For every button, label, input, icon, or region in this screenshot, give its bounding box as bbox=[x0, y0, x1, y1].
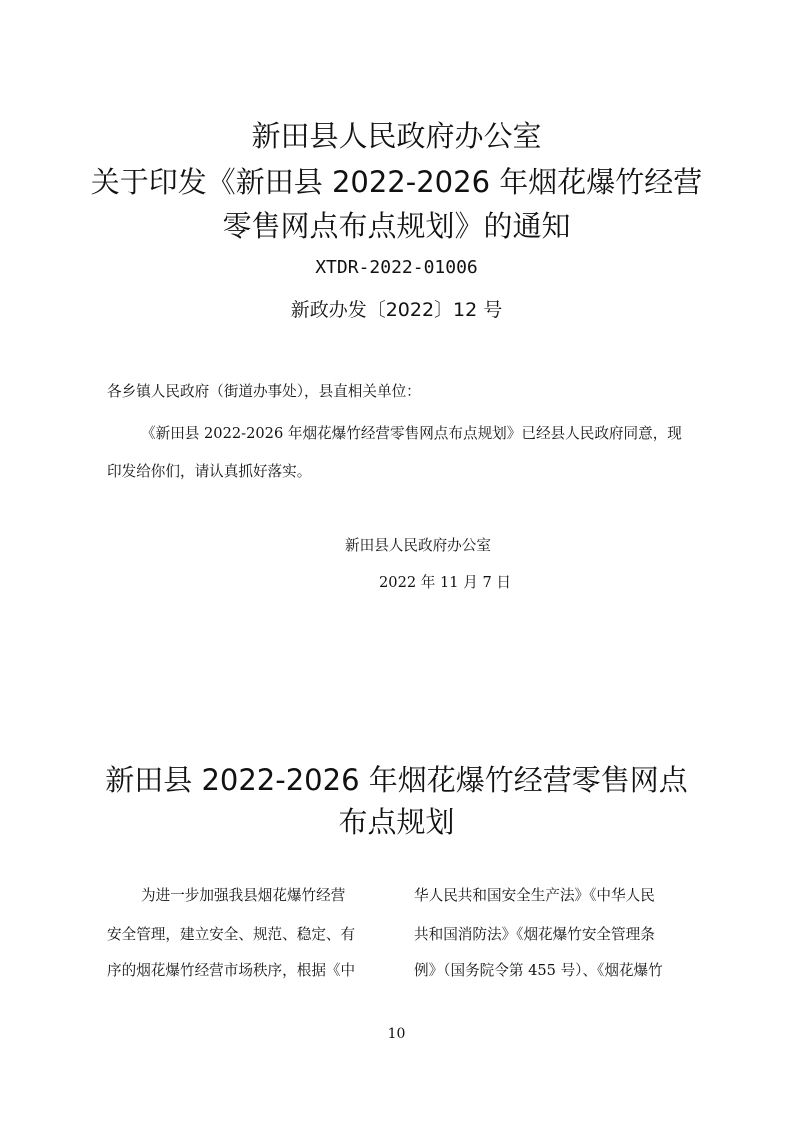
addressee: 各乡镇人民政府（街道办事处），县直相关单位： bbox=[107, 383, 421, 400]
right-column-line-2: 共和国消防法》《烟花爆竹安全管理条 bbox=[414, 926, 655, 943]
notice-title-line-1: 新田县人民政府办公室 bbox=[251, 119, 542, 153]
left-column-line-2: 安全管理，建立安全、规范、稳定、有 bbox=[107, 926, 356, 943]
body-line-2: 印发给你们，请认真抓好落实。 bbox=[107, 463, 312, 480]
right-column-line-1: 华人民共和国安全生产法》《中华人民 bbox=[414, 887, 655, 904]
issuer: 新田县人民政府办公室 bbox=[345, 537, 491, 554]
notice-title-line-2: 关于印发《新田县 2022-2026 年烟花爆竹经营 bbox=[90, 165, 703, 199]
body-line-1: 《新田县 2022-2026 年烟花爆竹经营零售网点布点规划》已经县人民政府同意，现 bbox=[141, 425, 682, 442]
page-number: 10 bbox=[387, 1026, 406, 1042]
issue-date: 2022 年 11 月 7 日 bbox=[379, 574, 511, 591]
document-id: XTDR-2022-01006 bbox=[315, 257, 478, 278]
right-column-line-3: 例》（国务院令第 455 号）、《烟花爆竹 bbox=[414, 962, 663, 979]
notice-title-line-3: 零售网点布点规划》的通知 bbox=[222, 209, 571, 243]
plan-title-line-1: 新田县 2022-2026 年烟花爆竹经营零售网点 bbox=[105, 763, 688, 797]
left-column-line-1: 为进一步加强我县烟花爆竹经营 bbox=[141, 887, 346, 904]
document-number: 新政办发〔2022〕12 号 bbox=[290, 299, 503, 321]
plan-title-line-2: 布点规划 bbox=[338, 805, 455, 839]
left-column-line-3: 序的烟花爆竹经营市场秩序，根据《中 bbox=[107, 962, 356, 979]
